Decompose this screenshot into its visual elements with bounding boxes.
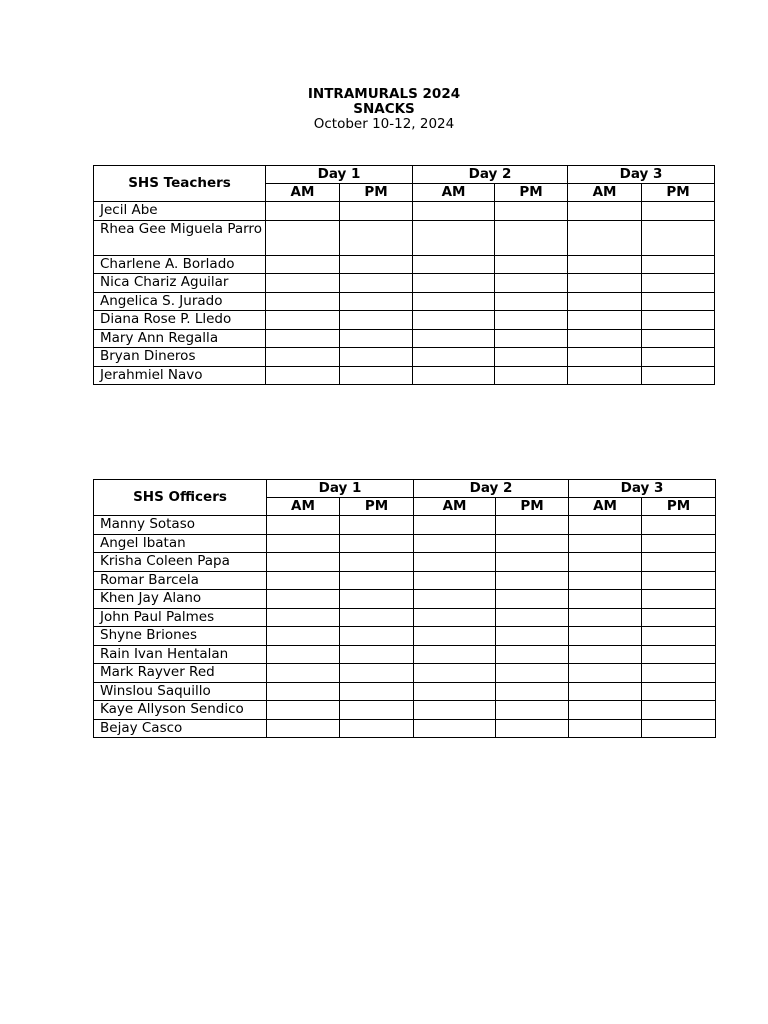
teacher-name: Mary Ann Regalla <box>94 329 266 348</box>
am-cell[interactable] <box>266 366 340 385</box>
pm-cell[interactable] <box>496 534 569 553</box>
day-header: Day 1 <box>266 166 413 184</box>
pm-cell[interactable] <box>340 664 414 683</box>
pm-cell[interactable] <box>642 701 716 720</box>
pm-cell[interactable] <box>340 627 414 646</box>
pm-cell[interactable] <box>496 590 569 609</box>
document-subtitle: SNACKS <box>353 101 415 117</box>
officer-name: Bejay Casco <box>94 719 267 738</box>
am-cell[interactable] <box>569 553 642 572</box>
teacher-name: Jecil Abe <box>94 202 266 221</box>
pm-cell[interactable] <box>642 534 716 553</box>
am-cell[interactable] <box>267 701 340 720</box>
am-cell[interactable] <box>413 348 495 367</box>
session-header-am: AM <box>414 498 496 516</box>
am-cell[interactable] <box>414 682 496 701</box>
am-cell[interactable] <box>266 329 340 348</box>
pm-cell[interactable] <box>642 329 715 348</box>
teacher-name: Diana Rose P. Lledo <box>94 311 266 330</box>
am-cell[interactable] <box>266 292 340 311</box>
am-cell[interactable] <box>568 366 642 385</box>
pm-cell[interactable] <box>496 516 569 535</box>
pm-cell[interactable] <box>642 590 716 609</box>
pm-cell[interactable] <box>496 553 569 572</box>
am-cell[interactable] <box>266 220 340 255</box>
am-cell[interactable] <box>267 608 340 627</box>
teacher-name: Jerahmiel Navo <box>94 366 266 385</box>
pm-cell[interactable] <box>495 329 568 348</box>
officer-name: Krisha Coleen Papa <box>94 553 267 572</box>
pm-cell[interactable] <box>642 220 715 255</box>
am-cell[interactable] <box>414 719 496 738</box>
teacher-name: Charlene A. Borlado <box>94 255 266 274</box>
pm-cell[interactable] <box>642 571 716 590</box>
pm-cell[interactable] <box>496 571 569 590</box>
pm-cell[interactable] <box>642 348 715 367</box>
pm-cell[interactable] <box>642 516 716 535</box>
session-header-pm: PM <box>340 498 414 516</box>
pm-cell[interactable] <box>642 311 715 330</box>
officer-name: Shyne Briones <box>94 627 267 646</box>
am-cell[interactable] <box>267 590 340 609</box>
table-row <box>94 682 716 701</box>
am-cell[interactable] <box>569 701 642 720</box>
pm-cell[interactable] <box>496 627 569 646</box>
pm-cell[interactable] <box>340 553 414 572</box>
table-row <box>94 590 716 609</box>
am-cell[interactable] <box>568 220 642 255</box>
pm-cell[interactable] <box>642 682 716 701</box>
pm-cell[interactable] <box>340 701 414 720</box>
am-cell[interactable] <box>413 292 495 311</box>
pm-cell[interactable] <box>496 608 569 627</box>
am-cell[interactable] <box>266 348 340 367</box>
am-cell[interactable] <box>266 255 340 274</box>
table-row <box>94 366 715 385</box>
am-cell[interactable] <box>267 682 340 701</box>
officer-name: Rain Ivan Hentalan <box>94 645 267 664</box>
pm-cell[interactable] <box>496 719 569 738</box>
pm-cell[interactable] <box>340 348 413 367</box>
officer-name: Angel Ibatan <box>94 534 267 553</box>
officer-name: Khen Jay Alano <box>94 590 267 609</box>
am-cell[interactable] <box>413 220 495 255</box>
pm-cell[interactable] <box>495 311 568 330</box>
pm-cell[interactable] <box>340 220 413 255</box>
am-cell[interactable] <box>414 664 496 683</box>
pm-cell[interactable] <box>642 202 715 221</box>
session-header-am: AM <box>266 184 340 202</box>
session-header-pm: PM <box>340 184 413 202</box>
officers-table <box>93 479 716 738</box>
officer-name: John Paul Palmes <box>94 608 267 627</box>
pm-cell[interactable] <box>495 255 568 274</box>
am-cell[interactable] <box>414 645 496 664</box>
am-cell[interactable] <box>267 553 340 572</box>
am-cell[interactable] <box>569 590 642 609</box>
pm-cell[interactable] <box>340 534 414 553</box>
pm-cell[interactable] <box>495 366 568 385</box>
pm-cell[interactable] <box>340 311 413 330</box>
table-row <box>94 534 716 553</box>
table-row <box>94 348 715 367</box>
table-row <box>94 329 715 348</box>
session-header-pm: PM <box>642 184 715 202</box>
am-cell[interactable] <box>414 534 496 553</box>
pm-cell[interactable] <box>642 292 715 311</box>
am-cell[interactable] <box>413 202 495 221</box>
pm-cell[interactable] <box>340 571 414 590</box>
table-row <box>94 701 716 720</box>
am-cell[interactable] <box>267 534 340 553</box>
pm-cell[interactable] <box>495 292 568 311</box>
am-cell[interactable] <box>568 274 642 293</box>
am-cell[interactable] <box>266 311 340 330</box>
table-row <box>94 645 716 664</box>
session-header-am: AM <box>569 498 642 516</box>
am-cell[interactable] <box>267 645 340 664</box>
table-row <box>94 255 715 274</box>
day-header: Day 2 <box>413 166 568 184</box>
table-row <box>94 220 715 255</box>
am-cell[interactable] <box>413 329 495 348</box>
am-cell[interactable] <box>267 719 340 738</box>
pm-cell[interactable] <box>340 645 414 664</box>
officer-name: Romar Barcela <box>94 571 267 590</box>
pm-cell[interactable] <box>340 274 413 293</box>
table-row <box>94 627 716 646</box>
am-cell[interactable] <box>413 311 495 330</box>
table-row <box>94 292 715 311</box>
pm-cell[interactable] <box>340 255 413 274</box>
am-cell[interactable] <box>267 516 340 535</box>
am-cell[interactable] <box>414 701 496 720</box>
pm-cell[interactable] <box>340 590 414 609</box>
pm-cell[interactable] <box>496 645 569 664</box>
document-header <box>0 87 768 132</box>
table-row <box>94 274 715 293</box>
am-cell[interactable] <box>569 664 642 683</box>
teacher-name: Rhea Gee Miguela Parro <box>94 220 266 255</box>
pm-cell[interactable] <box>642 553 716 572</box>
am-cell[interactable] <box>414 590 496 609</box>
am-cell[interactable] <box>569 571 642 590</box>
am-cell[interactable] <box>569 627 642 646</box>
am-cell[interactable] <box>414 571 496 590</box>
session-header-pm: PM <box>496 498 569 516</box>
pm-cell[interactable] <box>340 719 414 738</box>
table-row <box>94 311 715 330</box>
pm-cell[interactable] <box>495 220 568 255</box>
pm-cell[interactable] <box>340 329 413 348</box>
pm-cell[interactable] <box>495 274 568 293</box>
pm-cell[interactable] <box>642 255 715 274</box>
table-row <box>94 719 716 738</box>
officer-name: Kaye Allyson Sendico <box>94 701 267 720</box>
pm-cell[interactable] <box>642 664 716 683</box>
pm-cell[interactable] <box>496 664 569 683</box>
table-row <box>94 516 716 535</box>
day-header: Day 1 <box>267 480 414 498</box>
event-dates: October 10-12, 2024 <box>313 116 455 132</box>
table-row <box>94 608 716 627</box>
pm-cell[interactable] <box>340 516 414 535</box>
am-cell[interactable] <box>569 516 642 535</box>
pm-cell[interactable] <box>340 366 413 385</box>
am-cell[interactable] <box>569 534 642 553</box>
document-title: INTRAMURALS 2024 <box>307 86 461 102</box>
am-cell[interactable] <box>568 311 642 330</box>
pm-cell[interactable] <box>642 366 715 385</box>
am-cell[interactable] <box>569 682 642 701</box>
pm-cell[interactable] <box>340 682 414 701</box>
day-header: Day 2 <box>414 480 569 498</box>
am-cell[interactable] <box>568 292 642 311</box>
teacher-name: Nica Chariz Aguilar <box>94 274 266 293</box>
teachers-table-body <box>94 202 715 385</box>
pm-cell[interactable] <box>496 682 569 701</box>
am-cell[interactable] <box>568 348 642 367</box>
pm-cell[interactable] <box>642 719 716 738</box>
am-cell[interactable] <box>266 202 340 221</box>
pm-cell[interactable] <box>340 202 413 221</box>
teacher-name: Bryan Dineros <box>94 348 266 367</box>
am-cell[interactable] <box>569 645 642 664</box>
session-header-pm: PM <box>642 498 716 516</box>
teacher-name: Angelica S. Jurado <box>94 292 266 311</box>
am-cell[interactable] <box>569 608 642 627</box>
am-cell[interactable] <box>413 274 495 293</box>
pm-cell[interactable] <box>642 627 716 646</box>
pm-cell[interactable] <box>642 608 716 627</box>
am-cell[interactable] <box>413 366 495 385</box>
am-cell[interactable] <box>414 553 496 572</box>
teachers-heading: SHS Teachers <box>94 166 266 202</box>
officers-heading: SHS Officers <box>94 480 267 516</box>
session-header-am: AM <box>568 184 642 202</box>
officer-name: Manny Sotaso <box>94 516 267 535</box>
am-cell[interactable] <box>569 719 642 738</box>
session-header-am: AM <box>413 184 495 202</box>
am-cell[interactable] <box>413 255 495 274</box>
table-row <box>94 664 716 683</box>
pm-cell[interactable] <box>496 701 569 720</box>
table-row <box>94 571 716 590</box>
am-cell[interactable] <box>568 329 642 348</box>
am-cell[interactable] <box>267 571 340 590</box>
officer-name: Winslou Saquillo <box>94 682 267 701</box>
table-row <box>94 202 715 221</box>
am-cell[interactable] <box>414 608 496 627</box>
session-header-am: AM <box>267 498 340 516</box>
am-cell[interactable] <box>414 627 496 646</box>
session-header-pm: PM <box>495 184 568 202</box>
table-row <box>94 553 716 572</box>
am-cell[interactable] <box>267 664 340 683</box>
day-header: Day 3 <box>568 166 715 184</box>
am-cell[interactable] <box>568 255 642 274</box>
am-cell[interactable] <box>414 516 496 535</box>
officer-name: Mark Rayver Red <box>94 664 267 683</box>
pm-cell[interactable] <box>495 202 568 221</box>
am-cell[interactable] <box>267 627 340 646</box>
officers-table-body <box>94 516 716 738</box>
day-header: Day 3 <box>569 480 716 498</box>
am-cell[interactable] <box>568 202 642 221</box>
am-cell[interactable] <box>266 274 340 293</box>
teachers-table <box>93 165 715 385</box>
pm-cell[interactable] <box>495 348 568 367</box>
pm-cell[interactable] <box>340 292 413 311</box>
pm-cell[interactable] <box>642 274 715 293</box>
pm-cell[interactable] <box>340 608 414 627</box>
pm-cell[interactable] <box>642 645 716 664</box>
